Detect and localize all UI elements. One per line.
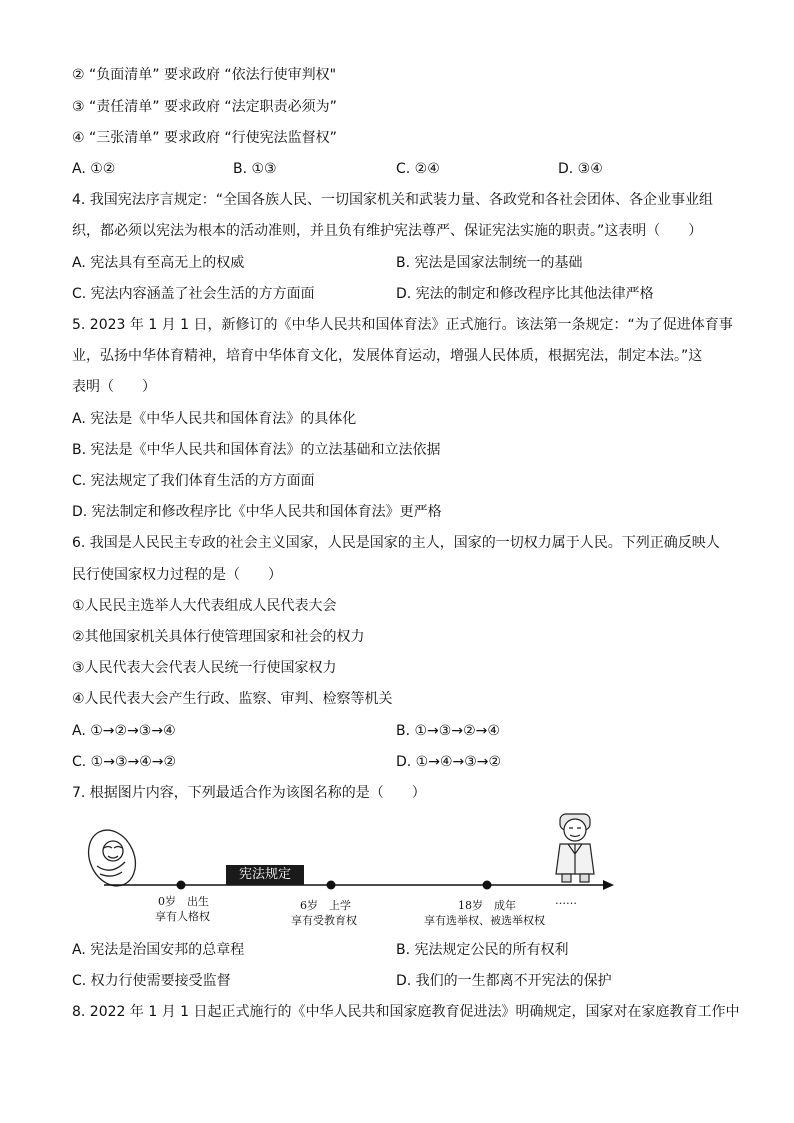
q6-item-4: ④人民代表大会产生行政、监察、审判、检察等机关 [72,691,393,707]
q6-item-1: ①人民民主选举人大代表组成人民代表大会 [72,598,337,614]
baby-illustration [80,822,144,893]
q7-option-b[interactable]: B. 宪法规定公民的所有权利 [396,942,569,958]
milestone-dot-birth [177,881,186,890]
q3-option-c[interactable]: C. ②④ [396,161,440,177]
milestone-dot-school [327,881,336,890]
q3-item-2: ② “负面清单” 要求政府 “依法行使审判权" [72,67,337,83]
milestone-2-event: 上学 [329,899,351,912]
q6-item-2: ②其他国家机关具体行使管理国家和社会的权力 [72,629,365,645]
milestone-3-age: 18岁 [458,899,483,912]
q6-option-c[interactable]: C. ①→③→④→② [72,754,177,770]
milestone-1-event: 出生 [187,895,209,908]
q4-option-d[interactable]: D. 宪法的制定和修改程序比其他法律严格 [396,286,654,302]
timeline-svg [0,808,794,938]
timeline-ellipsis: …… [555,894,577,907]
elder-illustration [556,814,594,882]
milestone-3-event: 成年 [494,899,516,912]
q4-option-c[interactable]: C. 宪法内容涵盖了社会生活的方方面面 [72,286,315,302]
q4-option-b[interactable]: B. 宪法是国家法制统一的基础 [396,255,583,271]
q4-stem-line-1: 4. 我国宪法序言规定：“全国各族人民、一切国家机关和武装力量、各政党和各社会团体、各企业事业组 [72,192,714,208]
q8-stem-line-1: 8. 2022 年 1 月 1 日起正式施行的《中华人民共和国家庭教育促进法》明确规定，国家对在家庭教育工作中 [72,1004,740,1020]
q5-stem-line-1: 5. 2023 年 1 月 1 日，新修订的《中华人民共和国体育法》正式施行。该法第一条规定：“为了促进体育事 [72,317,733,333]
q3-item-4: ④ “三张清单” 要求政府 “行使宪法监督权” [72,130,337,146]
q7-option-c[interactable]: C. 权力行使需要接受监督 [72,973,231,989]
q5-option-d[interactable]: D. 宪法制定和修改程序比《中华人民共和国体育法》更严格 [72,504,442,520]
timeline-arrow [603,880,614,890]
q5-option-a[interactable]: A. 宪法是《中华人民共和国体育法》的具体化 [72,411,357,427]
q6-item-3: ③人民代表大会代表人民统一行使国家权力 [72,660,337,676]
milestone-1-right: 享有人格权 [155,910,210,923]
milestone-2-right: 享有受教育权 [291,914,357,927]
q6-option-d[interactable]: D. ①→④→③→② [396,754,502,770]
milestone-1-age: 0岁 [158,895,176,908]
q5-stem-line-3: 表明（ ） [72,379,156,395]
q4-stem-line-2: 织，都必须以宪法为根本的活动准则，并且负有维护宪法尊严、保证宪法实施的职责。”这表明（ ） [72,223,703,239]
milestone-3-right: 享有选举权、被选举权权 [424,914,545,927]
q5-option-b[interactable]: B. 宪法是《中华人民共和国体育法》的立法基础和立法依据 [72,442,441,458]
milestone-dot-adult [483,881,492,890]
q7-stem: 7. 根据图片内容，下列最适合作为该图名称的是（ ） [72,785,426,801]
q3-option-a[interactable]: A. ①② [72,161,116,177]
milestone-2-age: 6岁 [300,899,318,912]
q3-option-b[interactable]: B. ①③ [233,161,277,177]
q7-option-a[interactable]: A. 宪法是治国安邦的总章程 [72,942,245,958]
q4-option-a[interactable]: A. 宪法具有至高无上的权威 [72,255,245,271]
q6-option-b[interactable]: B. ①→③→②→④ [396,723,500,739]
q7-option-d[interactable]: D. 我们的一生都离不开宪法的保护 [396,973,612,989]
q3-item-3: ③ “责任清单” 要求政府 “法定职责必须为” [72,99,337,115]
q3-option-d[interactable]: D. ③④ [558,161,603,177]
q5-option-c[interactable]: C. 宪法规定了我们体育生活的方方面面 [72,473,315,489]
q6-option-a[interactable]: A. ①→②→③→④ [72,723,176,739]
constitution-banner: 宪法规定 [226,865,304,885]
q7-timeline-figure [0,808,794,938]
q6-stem-line-2: 民行使国家权力过程的是（ ） [72,567,282,583]
q5-stem-line-2: 业，弘扬中华体育精神，培育中华体育文化，发展体育运动，增强人民体质，根据宪法，制定本法。”这 [72,348,703,364]
q6-stem-line-1: 6. 我国是人民民主专政的社会主义国家，人民是国家的主人，国家的一切权力属于人民。下列正确反映人 [72,535,720,551]
